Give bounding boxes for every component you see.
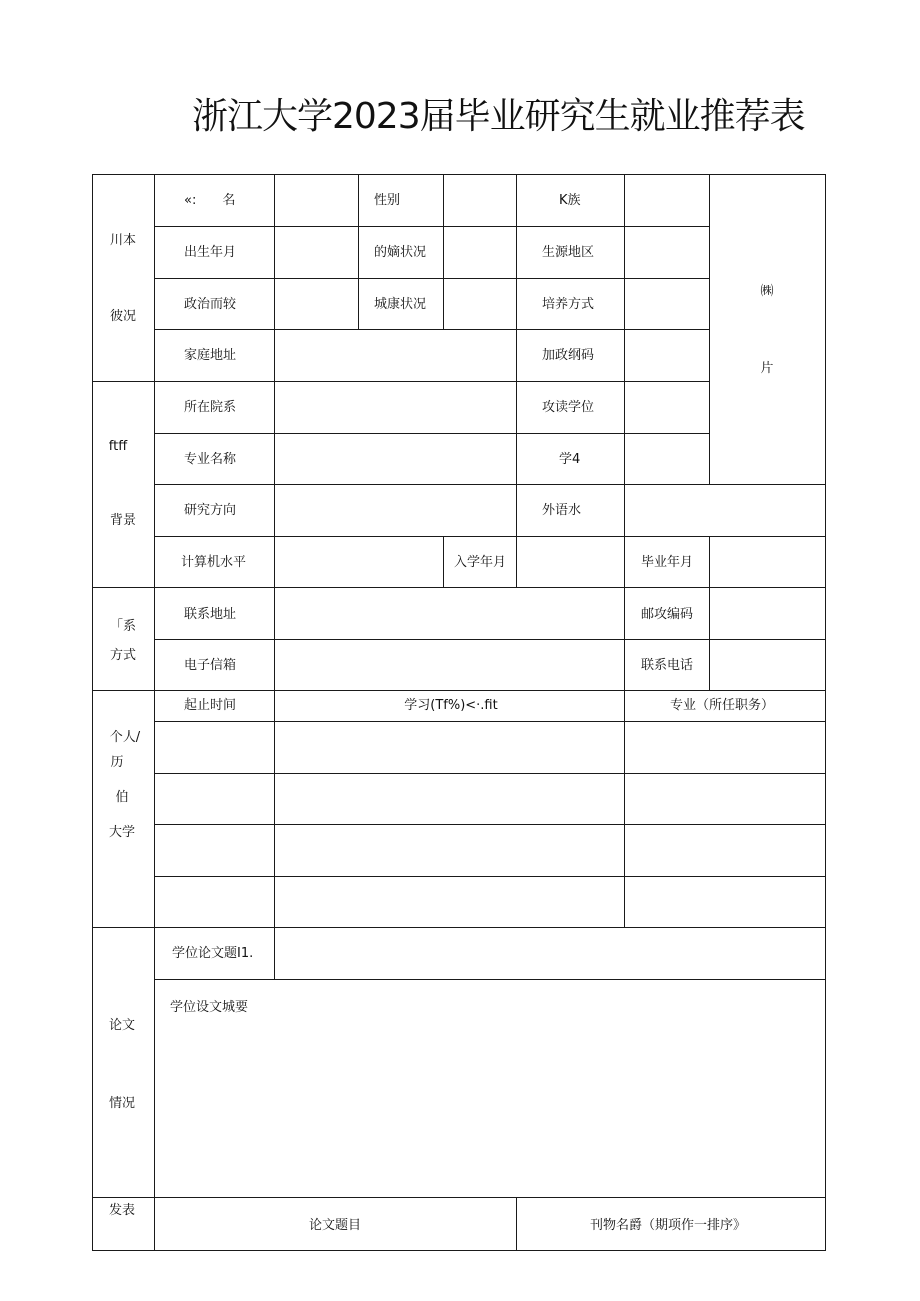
divider	[92, 587, 826, 588]
divider	[443, 174, 444, 330]
divider	[274, 927, 275, 980]
divider	[154, 536, 826, 537]
divider	[154, 876, 826, 877]
paper-title-header: 论文题目	[308, 1218, 362, 1233]
divider	[154, 484, 826, 485]
divider	[154, 381, 710, 382]
divider	[709, 587, 710, 691]
divider	[92, 690, 826, 691]
photo-label: 片	[760, 361, 774, 376]
section-label: 川本	[109, 233, 137, 248]
birth-label: 出生年月	[184, 245, 237, 260]
name-label: «: 名	[184, 193, 236, 208]
divider	[154, 329, 710, 330]
divider	[154, 226, 710, 227]
divider	[154, 433, 710, 434]
divider	[516, 1197, 517, 1251]
training-label: 培养方式	[542, 297, 595, 312]
divider	[154, 773, 826, 774]
table-border-top	[92, 174, 826, 175]
marital-label: 的嫡状况	[374, 245, 427, 260]
contact-address-label: 联系地址	[184, 607, 237, 622]
table-border-bottom	[92, 1250, 826, 1251]
divider	[624, 587, 625, 691]
section-label: 彼况	[109, 309, 137, 324]
position-header: 专业（所任职务）	[669, 698, 775, 713]
divider	[274, 587, 275, 691]
major-label: 专业名称	[184, 452, 237, 467]
research-label: 研究方向	[184, 503, 237, 518]
divider	[154, 824, 826, 825]
divider	[154, 639, 826, 640]
divider	[154, 721, 826, 722]
graduate-label: 毕业年月	[641, 555, 694, 570]
origin-label: 生源地区	[542, 245, 595, 260]
divider	[358, 174, 359, 330]
divider	[624, 174, 625, 536]
gender-label: 性别	[374, 193, 401, 208]
section-label: 情况	[108, 1096, 136, 1111]
enroll-label: 入学年月	[454, 555, 507, 570]
page-title: 浙江大学2023届毕业研究生就业推荐表	[192, 96, 805, 137]
section-label: ftff	[108, 439, 128, 454]
section-label: 发表	[108, 1203, 136, 1218]
computer-label: 计算机水平	[181, 555, 247, 570]
section-label: 历	[110, 755, 124, 770]
divider	[92, 927, 826, 928]
divider	[154, 278, 710, 279]
divider	[92, 1197, 826, 1198]
postcode-label: 邮攻编码	[641, 607, 694, 622]
photo-label: ㈱	[760, 284, 774, 299]
table-border-right	[825, 174, 826, 1251]
divider	[709, 536, 710, 588]
section-label: 背景	[109, 513, 137, 528]
thesis-title-label: 学位论文题I1.	[172, 946, 254, 961]
school-label: 所在院系	[184, 400, 237, 415]
divider	[154, 174, 155, 1251]
political-label: 政治而较	[184, 297, 237, 312]
divider	[154, 979, 826, 980]
address-label: 家庭地址	[184, 348, 237, 363]
section-label: 个人/	[109, 730, 141, 745]
abstract-label: 学位设文城要	[170, 1000, 249, 1015]
divider	[516, 536, 517, 588]
divider	[443, 536, 444, 588]
table-border-left	[92, 174, 93, 1251]
divider	[274, 690, 275, 928]
degree-label: 攻读学位	[542, 400, 595, 415]
study-years-label: 学4	[559, 452, 581, 467]
divider	[624, 690, 625, 928]
email-label: 电子信箱	[184, 658, 237, 673]
study-work-header: 学习(Tf%)<·.fit	[404, 698, 498, 713]
period-header: 起止时间	[184, 698, 237, 713]
divider	[709, 174, 710, 485]
phone-label: 联系电话	[641, 658, 694, 673]
section-label: 伯	[115, 790, 129, 805]
section-label: 大学	[108, 825, 136, 840]
divider	[274, 174, 275, 588]
journal-header: 刊物名爵（期项作一排序》	[589, 1218, 747, 1233]
ethnicity-label: K族	[559, 193, 581, 208]
divider	[624, 536, 625, 588]
language-label: 外语水	[542, 503, 582, 518]
section-label: 论文	[108, 1018, 136, 1033]
zip-label: 加政纲码	[542, 348, 595, 363]
section-label: 方式	[109, 648, 137, 663]
health-label: 城康状况	[374, 297, 427, 312]
section-label: 「系	[109, 619, 137, 634]
divider	[516, 174, 517, 536]
